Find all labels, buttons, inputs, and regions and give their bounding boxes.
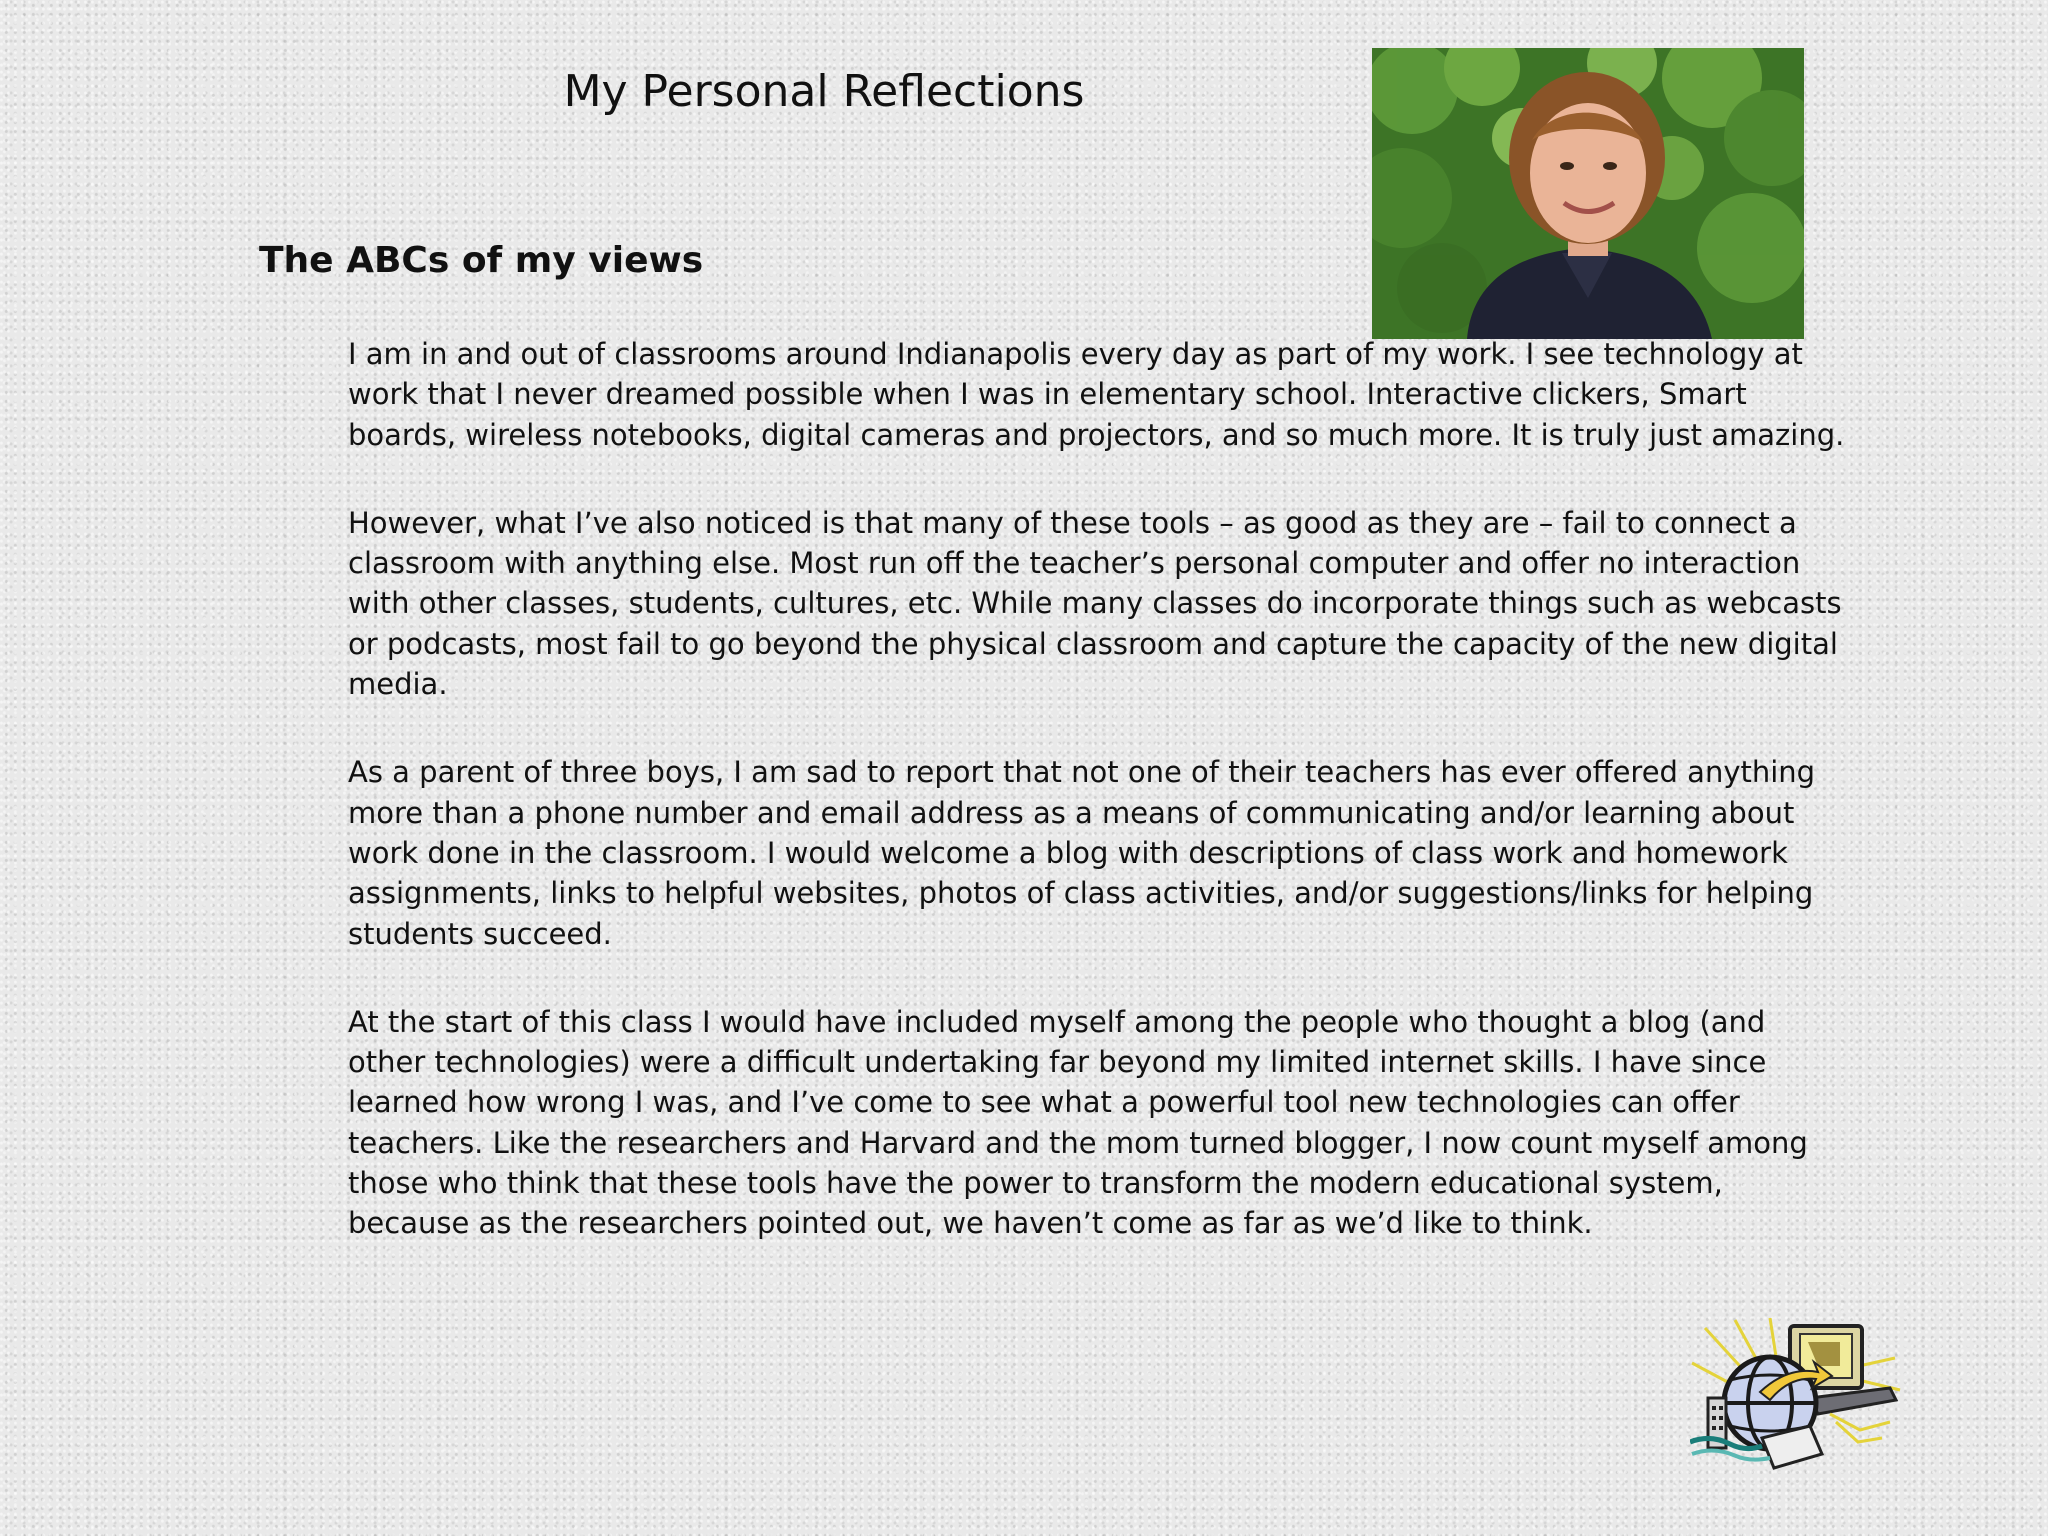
paragraph-2: However, what I’ve also noticed is that many of these tools – as good as they are – fail to connect a classroom with anything else. Most run off the teacher’s personal computer and offer no interaction with other classes, students, cultures, etc. While many classes do incorporate things such as webcasts or podcasts, most fail to go beyond the physical classroom and capture the capacity of the new digital media. [348, 505, 1842, 702]
page-title: My Personal Reflections [563, 66, 1085, 117]
portrait-photo [1372, 48, 1804, 339]
paragraph-1: I am in and out of classrooms around Indianapolis every day as part of my work. I see technology at work that I never dreamed possible when I was in elementary school. Interactive clickers, Smart boards, wireless notebooks, digital cameras and projectors, and so much more. It is truly just amazing. [348, 337, 1845, 452]
section-heading: The ABCs of my views [259, 240, 704, 281]
paragraph-3: As a parent of three boys, I am sad to report that not one of their teachers has ever offered anything more than a phone number and email address as a means of communicating and/or learning about work done in the classroom. I would welcome a blog with descriptions of class work and homework assignments, links to helpful websites, photos of class activities, and/or suggestions/links for helping students succeed. [348, 755, 1816, 951]
globe-computer-icon [1690, 1318, 1902, 1470]
paragraph-4: At the start of this class I would have included myself among the people who thought a blog (and other technologies) were a difficult undertaking far beyond my limited internet skills. I have since learned how wrong I was, and I’ve come to see what a powerful tool new technologies can offer teachers. Like the researchers and Harvard and the mom turned blogger, I now count myself among those who think that these tools have the power to transform the modern educational system, because as the researchers pointed out, we haven’t come as far as we’d like to think. [348, 1004, 1808, 1241]
body-text [348, 334, 1848, 1292]
